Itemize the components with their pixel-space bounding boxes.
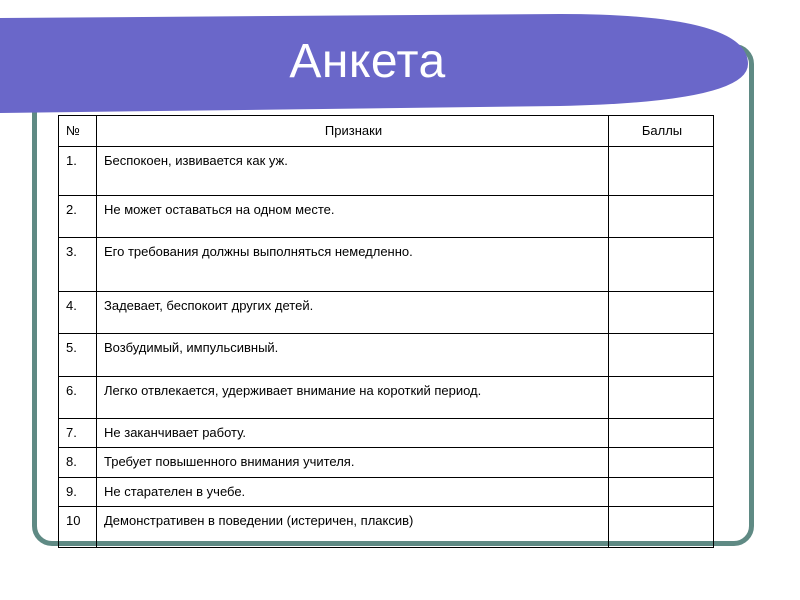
row-score-cell[interactable] [609, 419, 714, 448]
row-sign: Демонстративен в поведении (истеричен, плаксив) [97, 507, 609, 548]
slide-title: Анкета [289, 35, 446, 88]
row-score-cell[interactable] [609, 377, 714, 419]
row-sign: Не старателен в учебе. [97, 478, 609, 507]
row-number: 7. [59, 419, 97, 448]
row-sign: Возбудимый, импульсивный. [97, 334, 609, 377]
survey-table [58, 115, 714, 548]
table-row [59, 419, 714, 448]
row-sign: Его требования должны выполняться немедленно. [97, 238, 609, 292]
table-row [59, 147, 714, 196]
row-score-cell[interactable] [609, 507, 714, 548]
header-score: Баллы [609, 116, 714, 147]
table-row [59, 238, 714, 292]
table-row [59, 377, 714, 419]
table-row [59, 507, 714, 548]
row-sign: Легко отвлекается, удерживает внимание на короткий период. [97, 377, 609, 419]
table-header-row [59, 116, 714, 147]
header-number: № [59, 116, 97, 147]
table-row [59, 448, 714, 478]
row-sign: Не заканчивает работу. [97, 419, 609, 448]
row-score-cell[interactable] [609, 334, 714, 377]
row-number: 2. [59, 196, 97, 238]
row-number: 6. [59, 377, 97, 419]
row-score-cell[interactable] [609, 238, 714, 292]
row-sign: Не может оставаться на одном месте. [97, 196, 609, 238]
row-score-cell[interactable] [609, 292, 714, 334]
row-sign: Требует повышенного внимания учителя. [97, 448, 609, 478]
header-signs: Признаки [97, 116, 609, 147]
row-score-cell[interactable] [609, 147, 714, 196]
row-score-cell[interactable] [609, 196, 714, 238]
row-number: 5. [59, 334, 97, 377]
table-row [59, 196, 714, 238]
row-number: 10 [59, 507, 97, 548]
table-row [59, 292, 714, 334]
row-number: 4. [59, 292, 97, 334]
row-number: 9. [59, 478, 97, 507]
row-score-cell[interactable] [609, 448, 714, 478]
row-number: 1. [59, 147, 97, 196]
row-sign: Беспокоен, извивается как уж. [97, 147, 609, 196]
row-score-cell[interactable] [609, 478, 714, 507]
row-number: 8. [59, 448, 97, 478]
table-row [59, 334, 714, 377]
row-sign: Задевает, беспокоит других детей. [97, 292, 609, 334]
row-number: 3. [59, 238, 97, 292]
table-row [59, 478, 714, 507]
